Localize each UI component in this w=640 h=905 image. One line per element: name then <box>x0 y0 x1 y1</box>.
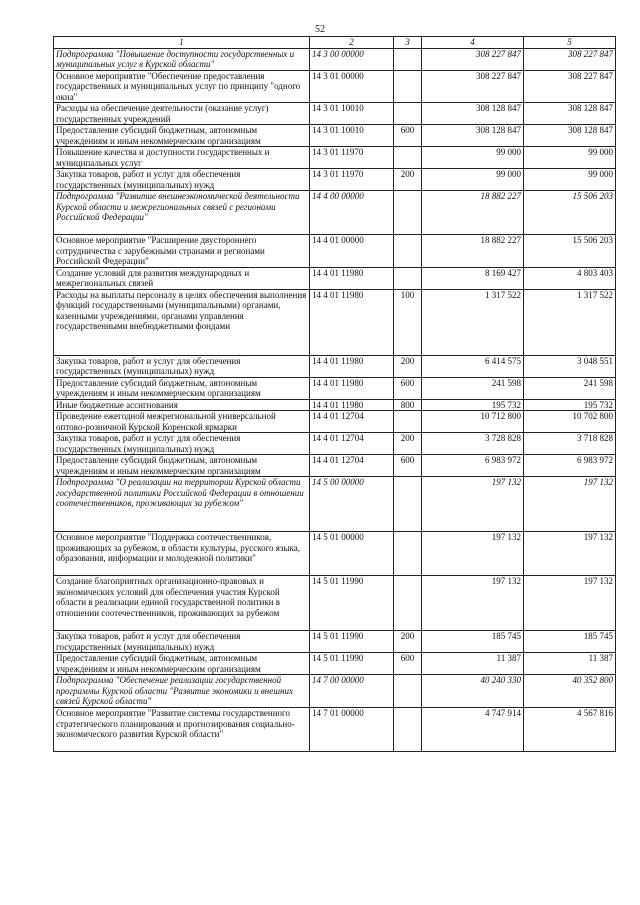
row-value-1-cell: 99 000 <box>422 169 524 191</box>
table-row <box>54 70 616 103</box>
row-value-1-cell: 6 414 575 <box>422 355 524 377</box>
column-number: 5 <box>524 37 616 49</box>
row-type-cell <box>394 532 422 576</box>
row-value-2-cell: 185 745 <box>524 631 616 653</box>
row-code-cell: 14 4 01 11980 <box>310 399 394 411</box>
row-value-2-cell: 195 732 <box>524 399 616 411</box>
page-number: 52 <box>315 24 325 35</box>
row-code-cell: 14 5 01 11990 <box>310 576 394 631</box>
row-name-cell: Предоставление субсидий бюджетным, автономным учреждениям и иным некоммерческим организациям <box>54 125 310 147</box>
row-name-cell: Основное мероприятие "Обеспечение предоставления государственных и муниципальных услуг по принципу "одного окна" <box>54 70 310 103</box>
row-name-cell: Основное мероприятие "Расширение двустороннего сотрудничества с зарубежными странами и регионами Российской Федерации" <box>54 235 310 268</box>
row-code-cell: 14 3 01 10010 <box>310 103 394 125</box>
row-code-cell: 14 4 01 11980 <box>310 377 394 399</box>
row-value-1-cell: 308 128 847 <box>422 125 524 147</box>
row-value-2-cell: 99 000 <box>524 169 616 191</box>
row-name-cell: Повышение качества и доступности государственных и муниципальных услуг <box>54 147 310 169</box>
row-value-2-cell: 241 598 <box>524 377 616 399</box>
table-row <box>54 235 616 268</box>
row-type-cell <box>394 708 422 752</box>
table-row <box>54 433 616 455</box>
row-code-cell: 14 4 01 00000 <box>310 235 394 268</box>
row-code-cell: 14 4 01 12704 <box>310 433 394 455</box>
row-type-cell: 600 <box>394 653 422 675</box>
row-type-cell <box>394 103 422 125</box>
row-value-1-cell: 8 169 427 <box>422 267 524 289</box>
row-name-cell: Расходы на обеспечение деятельности (оказание услуг) государственных учреждений <box>54 103 310 125</box>
table-row <box>54 477 616 532</box>
row-name-cell: Закупка товаров, работ и услуг для обеспечения государственных (муниципальных) нужд <box>54 433 310 455</box>
row-name-cell: Подпрограмма "О реализации на территории Курской области государственной политики Российской Федерации в отношении соотечественников, проживающих за рубежом" <box>54 477 310 532</box>
row-value-1-cell: 185 745 <box>422 631 524 653</box>
row-type-cell: 800 <box>394 399 422 411</box>
row-type-cell: 600 <box>394 455 422 477</box>
table-row <box>54 125 616 147</box>
row-type-cell: 200 <box>394 631 422 653</box>
row-value-2-cell: 308 128 847 <box>524 103 616 125</box>
table-row <box>54 169 616 191</box>
row-type-cell <box>394 191 422 235</box>
table-row <box>54 675 616 708</box>
table-row <box>54 631 616 653</box>
table-row <box>54 103 616 125</box>
row-name-cell: Основное мероприятие "Развитие системы государственного стратегического планирования и прогнозирования социально-экономического развития Курской области" <box>54 708 310 752</box>
row-code-cell: 14 3 01 00000 <box>310 70 394 103</box>
row-name-cell: Подпрограмма "Повышение доступности государственных и муниципальных услуг в Курской области" <box>54 48 310 70</box>
row-code-cell: 14 4 01 11980 <box>310 267 394 289</box>
row-code-cell: 14 4 01 11980 <box>310 289 394 355</box>
row-code-cell: 14 5 01 11990 <box>310 631 394 653</box>
column-number-row <box>54 37 616 49</box>
row-code-cell: 14 7 00 00000 <box>310 675 394 708</box>
row-value-2-cell: 3 048 551 <box>524 355 616 377</box>
row-name-cell: Подпрограмма "Развитие внешнеэкономической деятельности Курской области и межрегиональных связей с регионами Российской Федерации" <box>54 191 310 235</box>
row-code-cell: 14 7 01 00000 <box>310 708 394 752</box>
row-type-cell: 200 <box>394 169 422 191</box>
table-row <box>54 455 616 477</box>
row-value-2-cell: 15 506 203 <box>524 235 616 268</box>
row-value-2-cell: 308 227 847 <box>524 70 616 103</box>
row-value-2-cell: 99 000 <box>524 147 616 169</box>
table-row <box>54 48 616 70</box>
table-row <box>54 708 616 752</box>
row-value-2-cell: 197 132 <box>524 576 616 631</box>
row-name-cell: Проведение ежегодной межрегиональной универсальной оптово-розничной Курской Коренской ярмарки <box>54 411 310 433</box>
table-row <box>54 399 616 411</box>
row-value-1-cell: 18 882 227 <box>422 191 524 235</box>
table-row <box>54 532 616 576</box>
table-row <box>54 576 616 631</box>
row-value-1-cell: 10 712 800 <box>422 411 524 433</box>
row-value-1-cell: 197 132 <box>422 532 524 576</box>
row-value-2-cell: 1 317 522 <box>524 289 616 355</box>
row-name-cell: Предоставление субсидий бюджетным, автономным учреждениям и иным некоммерческим организациям <box>54 653 310 675</box>
row-value-2-cell: 308 128 847 <box>524 125 616 147</box>
row-value-1-cell: 195 732 <box>422 399 524 411</box>
column-number: 1 <box>54 37 310 49</box>
row-value-1-cell: 308 227 847 <box>422 48 524 70</box>
row-type-cell: 600 <box>394 377 422 399</box>
row-value-1-cell: 6 983 972 <box>422 455 524 477</box>
table-row <box>54 411 616 433</box>
column-number: 2 <box>310 37 394 49</box>
row-value-1-cell: 308 128 847 <box>422 103 524 125</box>
row-type-cell <box>394 147 422 169</box>
row-value-1-cell: 11 387 <box>422 653 524 675</box>
row-name-cell: Иные бюджетные ассигнования <box>54 399 310 411</box>
row-value-2-cell: 15 506 203 <box>524 191 616 235</box>
row-type-cell: 600 <box>394 125 422 147</box>
row-code-cell: 14 3 01 11970 <box>310 169 394 191</box>
row-value-1-cell: 4 747 914 <box>422 708 524 752</box>
table-row <box>54 267 616 289</box>
row-code-cell: 14 5 01 00000 <box>310 532 394 576</box>
row-value-2-cell: 11 387 <box>524 653 616 675</box>
row-code-cell: 14 4 00 00000 <box>310 191 394 235</box>
row-type-cell: 200 <box>394 355 422 377</box>
row-code-cell: 14 5 00 00000 <box>310 477 394 532</box>
row-code-cell: 14 3 01 10010 <box>310 125 394 147</box>
row-value-1-cell: 197 132 <box>422 576 524 631</box>
table-row <box>54 191 616 235</box>
row-value-1-cell: 241 598 <box>422 377 524 399</box>
row-value-1-cell: 18 882 227 <box>422 235 524 268</box>
row-name-cell: Закупка товаров, работ и услуг для обеспечения государственных (муниципальных) нужд <box>54 631 310 653</box>
row-type-cell <box>394 477 422 532</box>
row-name-cell: Подпрограмма "Обеспечение реализации государственной программы Курской области "Развитие экономики и внешних связей Курской области" <box>54 675 310 708</box>
row-value-1-cell: 1 317 522 <box>422 289 524 355</box>
row-name-cell: Создание условий для развития международных и межрегиональных связей <box>54 267 310 289</box>
row-name-cell: Расходы на выплаты персоналу в целях обеспечения выполнения функций государственными (муниципальными) органами, казенными учреждениями, органами управления государственными внебюджетными фондами <box>54 289 310 355</box>
row-type-cell <box>394 48 422 70</box>
row-value-2-cell: 308 227 847 <box>524 48 616 70</box>
column-number: 4 <box>422 37 524 49</box>
table-row <box>54 355 616 377</box>
row-value-1-cell: 197 132 <box>422 477 524 532</box>
row-name-cell: Основное мероприятие "Поддержка соотечественников, проживающих за рубежом, в области культуры, русского языка, образования, информации и молодежной политики" <box>54 532 310 576</box>
row-value-2-cell: 197 132 <box>524 477 616 532</box>
row-value-2-cell: 40 352 800 <box>524 675 616 708</box>
row-name-cell: Закупка товаров, работ и услуг для обеспечения государственных (муниципальных) нужд <box>54 169 310 191</box>
table-row <box>54 289 616 355</box>
row-value-1-cell: 99 000 <box>422 147 524 169</box>
row-name-cell: Предоставление субсидий бюджетным, автономным учреждениям и иным некоммерческим организациям <box>54 377 310 399</box>
row-code-cell: 14 4 01 12704 <box>310 411 394 433</box>
row-code-cell: 14 3 00 00000 <box>310 48 394 70</box>
table-row <box>54 147 616 169</box>
row-type-cell <box>394 576 422 631</box>
row-type-cell <box>394 675 422 708</box>
row-name-cell: Закупка товаров, работ и услуг для обеспечения государственных (муниципальных) нужд <box>54 355 310 377</box>
row-code-cell: 14 3 01 11970 <box>310 147 394 169</box>
row-value-2-cell: 10 702 800 <box>524 411 616 433</box>
row-value-1-cell: 40 240 330 <box>422 675 524 708</box>
table-row <box>54 653 616 675</box>
row-type-cell: 100 <box>394 289 422 355</box>
row-type-cell: 200 <box>394 433 422 455</box>
row-code-cell: 14 4 01 11980 <box>310 355 394 377</box>
row-type-cell <box>394 267 422 289</box>
row-type-cell <box>394 235 422 268</box>
row-name-cell: Создание благоприятных организационно-правовых и экономических условий для обеспечения участия Курской области в реализации единой государственной политики в отношении соотечественников, проживающих за рубежом <box>54 576 310 631</box>
budget-table <box>53 36 616 752</box>
row-value-2-cell: 3 718 828 <box>524 433 616 455</box>
row-code-cell: 14 5 01 11990 <box>310 653 394 675</box>
row-value-1-cell: 308 227 847 <box>422 70 524 103</box>
row-type-cell <box>394 411 422 433</box>
row-value-2-cell: 197 132 <box>524 532 616 576</box>
row-value-2-cell: 4 803 403 <box>524 267 616 289</box>
column-number: 3 <box>394 37 422 49</box>
row-value-1-cell: 3 728 828 <box>422 433 524 455</box>
row-code-cell: 14 4 01 12704 <box>310 455 394 477</box>
row-value-2-cell: 4 567 816 <box>524 708 616 752</box>
table-row <box>54 377 616 399</box>
row-type-cell <box>394 70 422 103</box>
row-value-2-cell: 6 983 972 <box>524 455 616 477</box>
row-name-cell: Предоставление субсидий бюджетным, автономным учреждениям и иным некоммерческим организациям <box>54 455 310 477</box>
